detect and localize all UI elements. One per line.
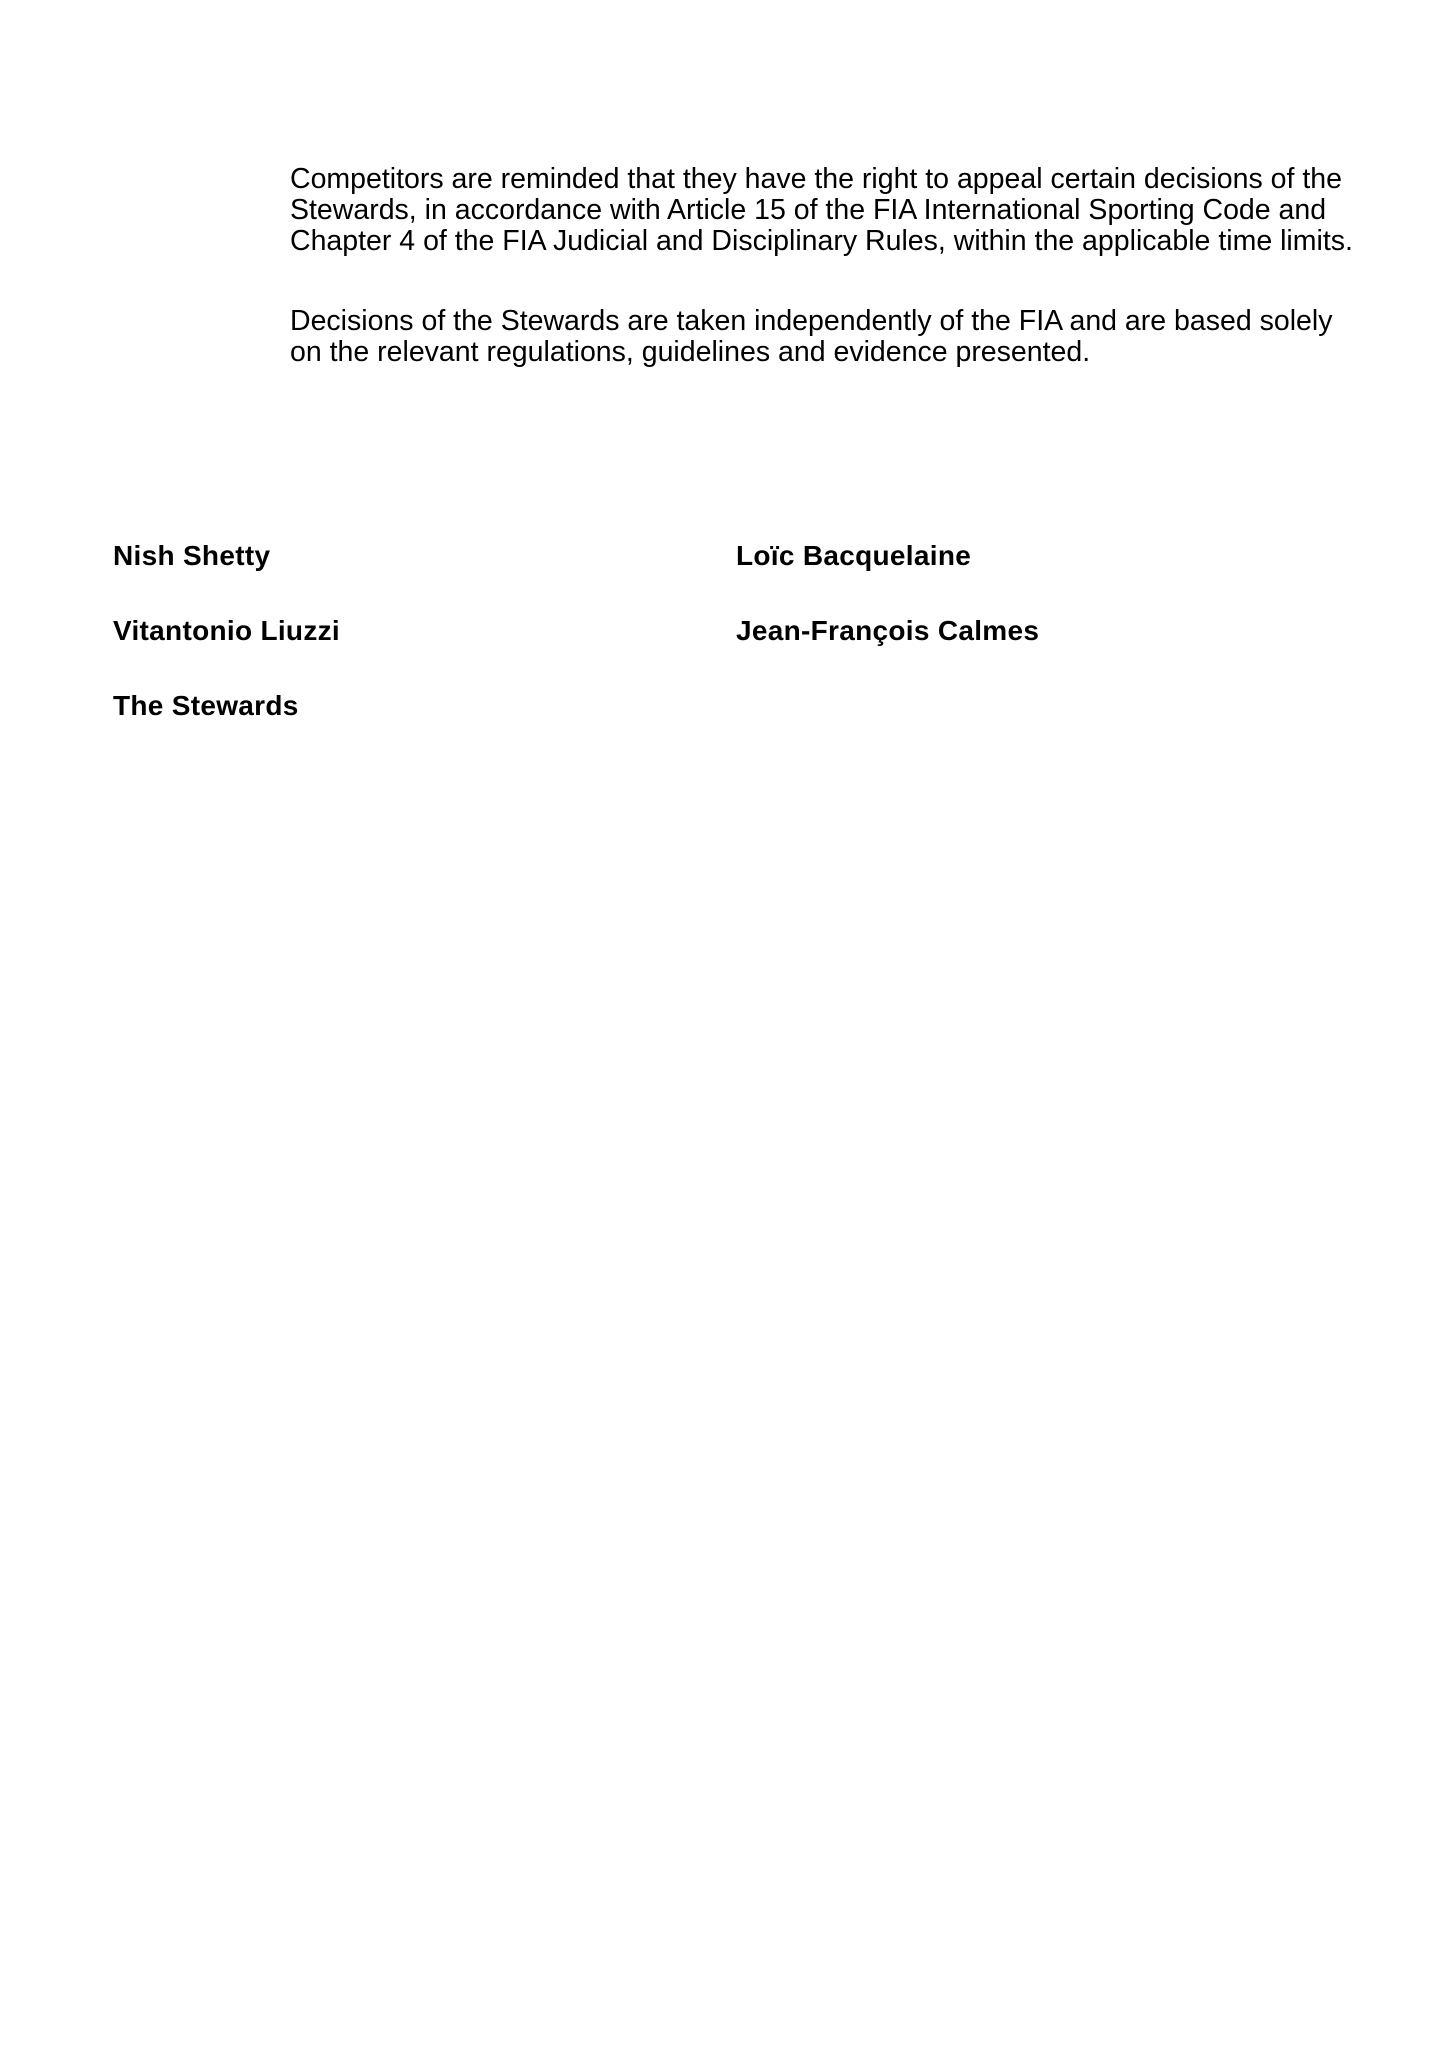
paragraph-line: Decisions of the Stewards are taken independently of the FIA and are based solely	[290, 305, 1333, 337]
steward-name: Jean-François Calmes	[736, 615, 1040, 646]
steward-name: Loïc Bacquelaine	[736, 540, 972, 571]
paragraph-line: on the relevant regulations, guidelines and evidence presented.	[290, 336, 1091, 368]
steward-name: Nish Shetty	[113, 540, 271, 571]
paragraph-line: Chapter 4 of the FIA Judicial and Disciplinary Rules, within the applicable time limits.	[290, 225, 1353, 257]
appeal-rights-paragraph	[290, 163, 1353, 257]
stewards-title: The Stewards	[113, 690, 299, 721]
independence-paragraph	[290, 306, 1350, 368]
paragraph-line: Stewards, in accordance with Article 15 of the FIA International Sporting Code and	[290, 194, 1327, 226]
steward-name: Vitantonio Liuzzi	[113, 615, 341, 646]
paragraph-line: Competitors are reminded that they have the right to appeal certain decisions of the	[290, 163, 1342, 195]
